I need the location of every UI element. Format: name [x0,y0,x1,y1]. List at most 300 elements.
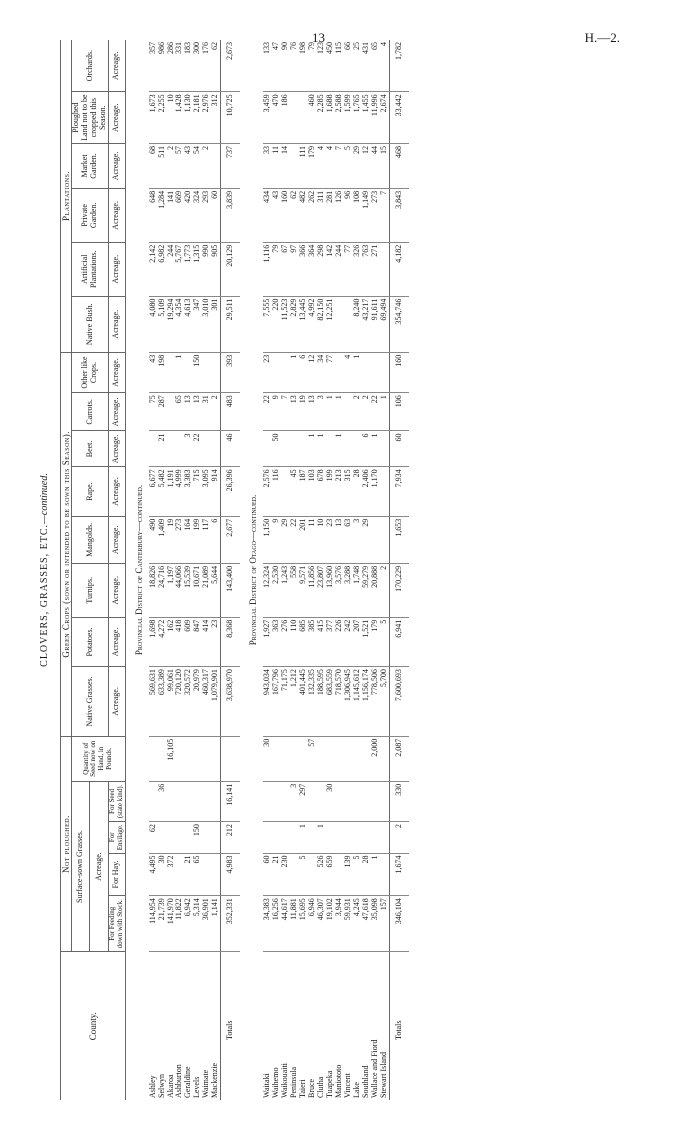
table-cell: 12,251 [326,296,335,352]
table-cell: 363 [272,617,281,666]
table-cell: 609 [184,617,193,666]
table-cell: 22 [193,431,202,467]
table-cell: 14 [281,144,290,189]
total-cell: 60 [389,431,408,467]
table-cell: 33 [263,144,272,189]
header-other-crops: Other like Crops. [72,352,109,392]
county-name: Akaroa [165,1074,175,1098]
table-cell: 44 [371,144,380,189]
header-unit-acreage: Acreage. [108,242,125,296]
table-cell: 99,061 [167,667,176,737]
table-cell: 6,942 [184,896,193,952]
table-cell: 4,613 [184,296,193,352]
table-cell [335,781,344,821]
total-cell: 2,677 [221,516,240,563]
total-cell: 393 [221,352,240,392]
table-cell [175,736,184,781]
total-cell: 330 [389,781,408,821]
table-cell [211,352,220,392]
table-cell: 2,530 [272,563,281,617]
table-cell: 36,901 [202,896,211,952]
table-cell: 141,970 [167,896,176,952]
total-cell: 20,129 [221,242,240,296]
table-cell: 1 [317,431,326,467]
table-cell [211,736,220,781]
table-cell: 2,000 [371,736,380,781]
table-cell: 1 [317,822,326,853]
table-cell: 11,523 [281,296,290,352]
table-cell: 34,383 [263,896,272,952]
table-cell: 1,673 [149,92,158,144]
table-cell [380,822,389,853]
table-cell [202,822,211,853]
table-cell: 187 [299,467,308,516]
table-cell: 526 [317,853,326,896]
table-cell [193,781,202,821]
county-name: Levels [192,1076,202,1098]
total-cell: 170,229 [389,563,408,617]
county-name: Ashley [147,1075,157,1098]
table-cell: 59,931 [344,896,353,952]
header-feeding: For Feeding down with Stock. [108,896,125,952]
table-cell: 3 [184,431,193,467]
table-cell [380,467,389,516]
table-cell: 1,116 [263,242,272,296]
table-cell: 13 [308,393,317,431]
header-not-ploughed: Not ploughed. [61,736,72,952]
table-cell [371,352,380,392]
table-cell: 142 [326,242,335,296]
table-cell: 3,095 [202,467,211,516]
table-cell [167,431,176,467]
table-row [371,40,380,1100]
table-cell [211,431,220,467]
table-cell: 11,856 [308,563,317,617]
table-cell: 43,217 [362,296,371,352]
total-cell: 6,941 [389,617,408,666]
table-cell: 5,109 [158,296,167,352]
table-cell: 23 [263,352,272,392]
table-cell [344,781,353,821]
table-cell: 5,767 [175,242,184,296]
table-cell: 36 [158,781,167,821]
table-cell [202,853,211,896]
table-cell: 59,279 [362,563,371,617]
table-cell [290,431,299,467]
table-cell: 21 [158,431,167,467]
table-cell [380,853,389,896]
table-cell: 418 [175,617,184,666]
table-cell: 1,688 [326,92,335,144]
county-name: Peninsula [289,1066,299,1098]
county-name: Waihemo [271,1067,281,1098]
table-cell: 490 [149,516,158,563]
table-cell: 176 [202,40,211,92]
table-row [380,40,389,1100]
table-cell: 1,927 [263,617,272,666]
table-cell: 312 [211,92,220,144]
table-cell: 2 [211,393,220,431]
table-cell: 3,576 [335,563,344,617]
totals-label: Totals [389,952,408,1100]
table-cell: 943,034 [263,667,272,737]
header-unit-acreage: Acreage. [108,431,125,467]
table-cell: 5,482 [158,467,167,516]
table-cell: 1,521 [362,617,371,666]
table-cell: 24,716 [158,563,167,617]
table-cell [211,853,220,896]
table-cell [211,822,220,853]
total-cell: 354,746 [389,296,408,352]
table-row [211,40,220,1100]
table-cell: 13 [290,393,299,431]
table-cell [362,822,371,853]
table-cell: 213 [335,467,344,516]
table-cell: 4,080 [149,296,158,352]
table-cell: 186 [281,92,290,144]
total-cell: 7,600,693 [389,667,408,737]
table-cell [371,516,380,563]
table-cell: 65 [371,40,380,92]
table-cell: 21 [184,853,193,896]
table-cell: 62 [149,822,158,853]
table-cell: 311 [317,188,326,242]
table-cell: 4 [326,144,335,189]
table-cell [158,822,167,853]
table-cell: 385 [308,617,317,666]
table-cell: 11 [272,144,281,189]
table-cell: 30 [326,781,335,821]
total-cell: 1,782 [389,40,408,92]
header-artificial-plantations: Artificial Plantations. [72,242,109,296]
table-cell [272,736,281,781]
table-cell: 16,105 [167,736,176,781]
table-cell: 3,383 [184,467,193,516]
table-cell [362,781,371,821]
table-cell [326,736,335,781]
table-cell: 1 [290,352,299,392]
rotated-table-area [35,40,675,1100]
table-cell: 28 [362,853,371,896]
header-unit-acreage: Acreage. [108,516,125,563]
table-cell: 22 [263,393,272,431]
header-unit-acreage: Acreage. [108,144,125,189]
table-cell: 9 [272,516,281,563]
table-cell: 4,999 [175,467,184,516]
header-beet: Beet. [72,431,109,467]
table-cell: 5,700 [380,667,389,737]
table-cell: 669 [175,188,184,242]
table-cell: 2,255 [158,92,167,144]
table-cell: 1,765 [353,92,362,144]
total-cell: 4,182 [389,242,408,296]
table-cell: 4,495 [149,853,158,896]
table-cell: 331 [175,40,184,92]
table-cell: 6,982 [158,242,167,296]
table-cell: 199 [326,467,335,516]
table-cell: 320,572 [184,667,193,737]
table-cell: 1,149 [362,188,371,242]
table-cell: 117 [202,516,211,563]
table-cell [211,781,220,821]
table-cell [263,781,272,821]
table-cell [380,431,389,467]
total-cell: 3,638,970 [221,667,240,737]
table-cell [344,822,353,853]
table-cell [175,781,184,821]
table-cell: 2,576 [263,467,272,516]
table-title [39,40,50,1100]
table-cell: 1,170 [371,467,380,516]
table-cell: 199 [193,516,202,563]
section-title: Provincial District of Canterbury—continued. [133,484,144,656]
table-cell: 715 [193,467,202,516]
table-cell: 1,156,174 [362,667,371,737]
county-name: Taieri [298,1079,308,1098]
table-cell: 347 [193,296,202,352]
table-cell: 7 [281,393,290,431]
table-cell: 1,243 [281,563,290,617]
table-cell: 19 [299,393,308,431]
table-cell: 720,120 [175,667,184,737]
table-cell: 46,307 [317,896,326,952]
table-cell: 986 [158,40,167,92]
totals-row [389,40,408,1100]
table-cell [281,736,290,781]
section-title: Provincial District of Otago—continued. [248,494,259,646]
table-cell: 23,807 [317,563,326,617]
table-cell: 10 [167,92,176,144]
table-cell: 19,102 [326,896,335,952]
table-cell: 7,555 [263,296,272,352]
page-number: 13 [312,30,325,45]
table-cell: 220 [272,296,281,352]
table-cell: 4 [317,144,326,189]
table-cell: 242 [344,617,353,666]
table-cell: 3 [317,393,326,431]
table-cell: 11,822 [175,896,184,952]
table-cell: 683,559 [326,667,335,737]
total-cell: 8,368 [221,617,240,666]
table-cell: 1,284 [158,188,167,242]
table-cell: 82,150 [317,296,326,352]
table-cell [167,822,176,853]
table-cell: 150 [193,822,202,853]
table-cell [380,781,389,821]
table-cell: 4 [344,352,353,392]
table-cell [272,781,281,821]
table-cell: 35,098 [371,896,380,952]
table-cell: 271 [371,242,380,296]
total-cell: 26,396 [221,467,240,516]
table-cell: 5,314 [193,896,202,952]
table-cell: 1 [175,352,184,392]
table-cell: 60 [263,853,272,896]
table-cell: 276 [281,617,290,666]
table-cell: 281 [326,188,335,242]
header-mangolds: Mangolds. [72,516,109,563]
table-cell: 434 [263,188,272,242]
table-cell: 4,272 [158,617,167,666]
table-cell: 6 [362,431,371,467]
header-seed: For Seed (state kind). [108,781,125,821]
table-cell: 1 [335,393,344,431]
table-cell: 3 [290,781,299,821]
table-cell: 1,315 [193,242,202,296]
table-cell: 79 [272,242,281,296]
table-cell: 2,181 [193,92,202,144]
table-cell [353,736,362,781]
header-ensilage: For Ensilage. [108,822,125,853]
table-cell: 6 [211,516,220,563]
table-cell: 3,459 [263,92,272,144]
table-cell: 2,674 [380,92,389,144]
table-cell: 2,142 [149,242,158,296]
table-cell: 511 [158,144,167,189]
table-cell: 470 [272,92,281,144]
table-cell: 157 [380,896,389,952]
table-cell [353,781,362,821]
table-cell: 226 [335,617,344,666]
table-cell: 633,389 [158,667,167,737]
table-cell: 10 [317,516,326,563]
table-cell [326,822,335,853]
table-cell: 108 [353,188,362,242]
table-cell: 7 [380,188,389,242]
table-cell: 22 [290,516,299,563]
table-cell [290,92,299,144]
table-cell: 297 [299,781,308,821]
table-cell: 21 [272,853,281,896]
table-cell: 13,960 [326,563,335,617]
county-name: Waimate [201,1069,211,1098]
table-cell: 62 [290,188,299,242]
table-cell: 65 [175,393,184,431]
table-cell: 905 [211,242,220,296]
header-acreage: Acreage. [90,781,108,952]
total-cell: 2 [389,822,408,853]
table-cell: 179 [371,617,380,666]
table-cell: 23 [211,617,220,666]
table-cell: 9 [272,393,281,431]
total-cell: 10,725 [221,92,240,144]
table-cell [193,736,202,781]
table-cell [184,736,193,781]
table-cell: 111 [299,144,308,189]
table-cell: 230 [281,853,290,896]
table-cell: 79 [308,40,317,92]
table-cell: 30 [158,853,167,896]
table-cell [149,736,158,781]
county-name: Southland [360,1065,370,1098]
table-cell: 301 [211,296,220,352]
table-cell: 4,354 [175,296,184,352]
table-cell: 97 [290,242,299,296]
total-cell: 16,141 [221,781,240,821]
county-name: Waikouaiti [280,1063,290,1098]
table-cell: 162 [167,617,176,666]
table-cell: 47 [272,40,281,92]
table-cell: 1,455 [362,92,371,144]
table-cell: 44,617 [281,896,290,952]
total-cell: 160 [389,352,408,392]
table-cell: 1,599 [344,92,353,144]
table-cell: 2,285 [317,92,326,144]
county-name: Waitaki [262,1073,272,1098]
table-cell: 198 [299,40,308,92]
table-cell: 183 [184,40,193,92]
table-cell: 12 [308,352,317,392]
county-name: Clutha [316,1076,325,1098]
table-cell: 201 [299,516,308,563]
table-cell: 44,066 [175,563,184,617]
header-hay: For Hay. [108,853,125,896]
table-cell: 57 [308,736,317,781]
table-cell [335,736,344,781]
header-unit-acreage: Acreage. [108,296,125,352]
table-cell: 20,979 [193,667,202,737]
table-cell: 123 [317,40,326,92]
table-cell: 366 [299,242,308,296]
table-cell: 1,409 [158,516,167,563]
table-cell: 198 [158,352,167,392]
table-cell: 450 [326,40,335,92]
total-cell: 46 [221,431,240,467]
statistics-table [60,40,409,1100]
total-cell: 2,673 [221,40,240,92]
table-cell [380,242,389,296]
table-cell: 28 [353,467,362,516]
county-name: Bruce [307,1078,317,1098]
table-cell: 300 [193,40,202,92]
table-cell: 9,571 [299,563,308,617]
total-cell: 29,511 [221,296,240,352]
table-cell: 110 [290,617,299,666]
header-unit-acreage: Acreage. [108,467,125,516]
table-cell: 65 [193,853,202,896]
table-cell: 286 [167,40,176,92]
table-cell: 150 [193,352,202,392]
table-cell [263,822,272,853]
table-cell [281,822,290,853]
table-cell: 1,212 [290,667,299,737]
table-cell: 19 [167,516,176,563]
table-cell [335,296,344,352]
table-cell: 12,324 [263,563,272,617]
table-cell: 126 [335,188,344,242]
table-cell: 15,695 [299,896,308,952]
table-cell: 287 [158,393,167,431]
header-county: County. [61,952,126,1100]
table-cell: 13 [184,393,193,431]
header-unit-acreage: Acreage. [108,352,125,392]
table-cell: 167,796 [272,667,281,737]
county-name: Wallace and Fiord [369,1039,379,1098]
table-cell: 357 [149,40,158,92]
header-unit-acreage: Acreage. [108,617,125,666]
total-cell: 33,442 [389,92,408,144]
table-cell: 2 [167,144,176,189]
table-cell: 315 [344,467,353,516]
table-cell [290,736,299,781]
county-name: Mackenzie [210,1062,220,1098]
table-cell: 990 [202,242,211,296]
table-cell: 372 [167,853,176,896]
table-cell: 47,618 [362,896,371,952]
table-cell [380,516,389,563]
table-cell: 115 [335,40,344,92]
total-cell: 7,934 [389,467,408,516]
